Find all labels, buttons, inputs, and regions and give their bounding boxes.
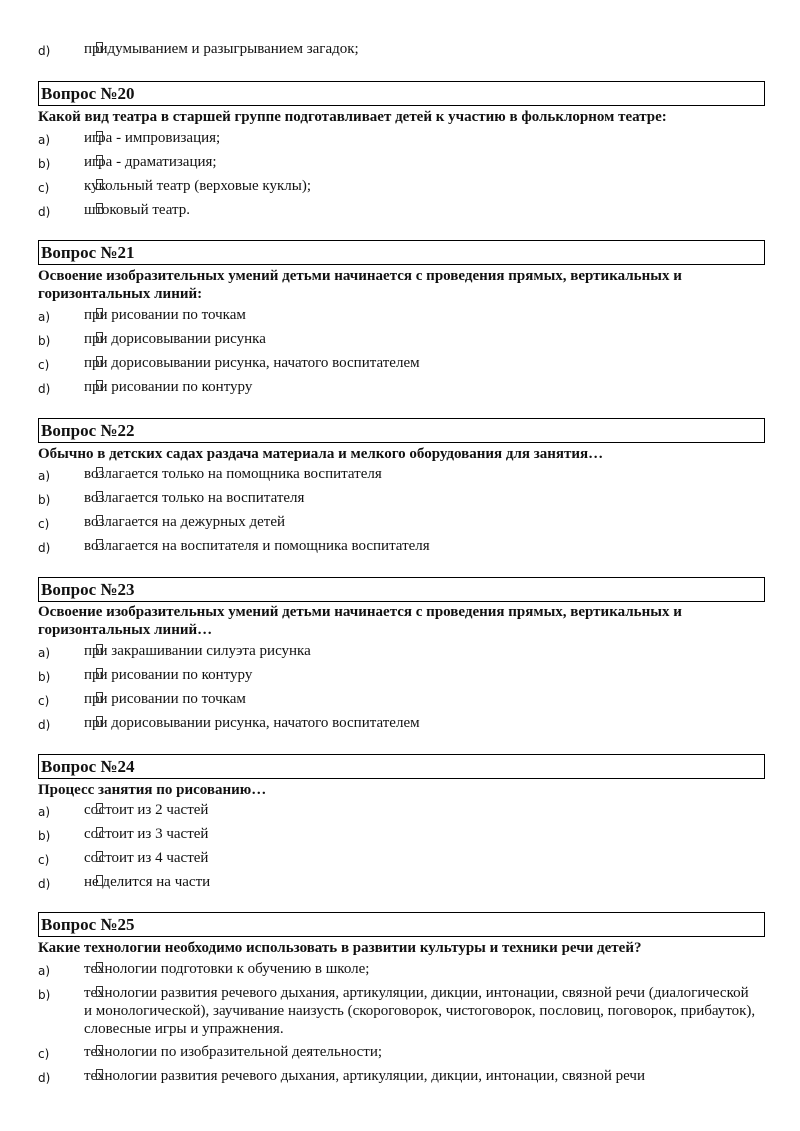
checkbox-icon bbox=[96, 716, 103, 727]
option-letter: a) bbox=[38, 964, 51, 978]
option-text: при рисовании по контуру bbox=[84, 379, 253, 395]
answer-option bbox=[38, 825, 758, 843]
answer-option bbox=[38, 642, 758, 660]
answer-option bbox=[38, 690, 758, 708]
option-text: состоит из 4 частей bbox=[84, 850, 209, 866]
option-letter: a) bbox=[38, 310, 51, 324]
option-text: при рисовании по точкам bbox=[84, 307, 246, 323]
option-text: состоит из 3 частей bbox=[84, 826, 209, 842]
question-header: Вопрос №23 bbox=[38, 577, 765, 602]
option-letter: d) bbox=[38, 877, 51, 891]
option-letter: c) bbox=[38, 853, 50, 867]
answer-option bbox=[38, 378, 758, 396]
checkbox-icon bbox=[96, 827, 103, 838]
checkbox-icon bbox=[96, 986, 103, 997]
option-text: технологии подготовки к обучению в школе; bbox=[84, 961, 370, 977]
checkbox-icon bbox=[96, 131, 103, 142]
checkbox-icon bbox=[96, 380, 103, 391]
question-text: Освоение изобразительных умений детьми начинается с проведения прямых, вертикальных и горизонтальных линий… bbox=[38, 604, 682, 638]
option-text: игра - драматизация; bbox=[84, 154, 217, 170]
checkbox-icon bbox=[96, 668, 103, 679]
answer-option bbox=[38, 306, 758, 324]
answer-option bbox=[38, 40, 758, 58]
question-header: Вопрос №22 bbox=[38, 418, 765, 443]
checkbox-icon bbox=[96, 1045, 103, 1056]
option-text: при дорисовывании рисунка, начатого воспитателем bbox=[84, 715, 420, 731]
option-text: технологии развития речевого дыхания, артикуляции, дикции, интонации, связной речи (диалогической и монологической), заучивание наизусть (скороговорок, чистоговорок, пословиц, поговорок, прибауток), словесные игры и упражнения. bbox=[84, 985, 756, 1037]
option-letter: c) bbox=[38, 181, 50, 195]
option-letter: d) bbox=[38, 718, 51, 732]
checkbox-icon bbox=[96, 42, 103, 53]
answer-option bbox=[38, 849, 758, 867]
option-letter: b) bbox=[38, 493, 51, 507]
option-text: состоит из 2 частей bbox=[84, 802, 209, 818]
checkbox-icon bbox=[96, 644, 103, 655]
checkbox-icon bbox=[96, 851, 103, 862]
answer-option bbox=[38, 714, 758, 732]
option-text: технологии по изобразительной деятельности; bbox=[84, 1044, 383, 1060]
option-text: придумыванием и разыгрыванием загадок; bbox=[84, 41, 359, 57]
option-letter: c) bbox=[38, 517, 50, 531]
answer-option bbox=[38, 873, 758, 891]
option-letter: b) bbox=[38, 988, 51, 1002]
question-text: Обычно в детских садах раздача материала и мелкого оборудования для занятия… bbox=[38, 446, 604, 462]
option-letter: b) bbox=[38, 334, 51, 348]
option-letter: b) bbox=[38, 670, 51, 684]
question-text: Процесс занятия по рисованию… bbox=[38, 782, 267, 798]
answer-option bbox=[38, 330, 758, 348]
option-letter: d) bbox=[38, 541, 51, 555]
option-text: при рисовании по контуру bbox=[84, 667, 253, 683]
option-text: кукольный театр (верховые куклы); bbox=[84, 178, 311, 194]
checkbox-icon bbox=[96, 332, 103, 343]
answer-option bbox=[38, 984, 758, 1038]
option-letter: a) bbox=[38, 805, 51, 819]
answer-option bbox=[38, 177, 758, 195]
checkbox-icon bbox=[96, 308, 103, 319]
option-letter: d) bbox=[38, 205, 51, 219]
option-text: игра - импровизация; bbox=[84, 130, 221, 146]
question-header: Вопрос №25 bbox=[38, 912, 765, 937]
option-letter: a) bbox=[38, 646, 51, 660]
checkbox-icon bbox=[96, 692, 103, 703]
option-letter: b) bbox=[38, 157, 51, 171]
checkbox-icon bbox=[96, 356, 103, 367]
option-text: штоковый театр. bbox=[84, 202, 191, 218]
option-letter: d) bbox=[38, 1071, 51, 1085]
option-text: при дорисовывании рисунка bbox=[84, 331, 266, 347]
question-header: Вопрос №20 bbox=[38, 81, 765, 106]
option-text: при рисовании по точкам bbox=[84, 691, 246, 707]
option-text: возлагается только на помощника воспитателя bbox=[84, 466, 382, 482]
option-text: не делится на части bbox=[84, 874, 211, 890]
answer-option bbox=[38, 465, 758, 483]
option-letter: a) bbox=[38, 133, 51, 147]
question-text: Какой вид театра в старшей группе подготавливает детей к участию в фольклорном театре: bbox=[38, 109, 667, 125]
checkbox-icon bbox=[96, 491, 103, 502]
checkbox-icon bbox=[96, 962, 103, 973]
answer-option bbox=[38, 489, 758, 507]
option-text: возлагается на дежурных детей bbox=[84, 514, 286, 530]
answer-option bbox=[38, 1043, 758, 1061]
answer-option bbox=[38, 666, 758, 684]
answer-option bbox=[38, 960, 758, 978]
checkbox-icon bbox=[96, 803, 103, 814]
answer-option bbox=[38, 354, 758, 372]
option-letter: d) bbox=[38, 44, 51, 58]
answer-option bbox=[38, 129, 758, 147]
option-letter: b) bbox=[38, 829, 51, 843]
option-letter: c) bbox=[38, 358, 50, 372]
checkbox-icon bbox=[96, 539, 103, 550]
answer-option bbox=[38, 1067, 758, 1085]
checkbox-icon bbox=[96, 155, 103, 166]
option-text: при закрашивании силуэта рисунка bbox=[84, 643, 311, 659]
option-letter: c) bbox=[38, 1047, 50, 1061]
question-header: Вопрос №21 bbox=[38, 240, 765, 265]
question-header: Вопрос №24 bbox=[38, 754, 765, 779]
checkbox-icon bbox=[96, 1069, 103, 1080]
checkbox-icon bbox=[96, 179, 103, 190]
question-text: Какие технологии необходимо использовать в развитии культуры и техники речи детей? bbox=[38, 940, 642, 956]
option-text: технологии развития речевого дыхания, артикуляции, дикции, интонации, связной речи bbox=[84, 1068, 645, 1084]
checkbox-icon bbox=[96, 203, 103, 214]
answer-option bbox=[38, 153, 758, 171]
answer-option bbox=[38, 537, 758, 555]
answer-option bbox=[38, 201, 758, 219]
answer-option bbox=[38, 513, 758, 531]
checkbox-icon bbox=[96, 875, 103, 886]
checkbox-icon bbox=[96, 467, 103, 478]
option-letter: a) bbox=[38, 469, 51, 483]
option-text: возлагается только на воспитателя bbox=[84, 490, 305, 506]
option-text: возлагается на воспитателя и помощника воспитателя bbox=[84, 538, 430, 554]
question-text: Освоение изобразительных умений детьми начинается с проведения прямых, вертикальных и горизонтальных линий: bbox=[38, 268, 682, 302]
option-letter: c) bbox=[38, 694, 50, 708]
answer-option bbox=[38, 801, 758, 819]
checkbox-icon bbox=[96, 515, 103, 526]
option-letter: d) bbox=[38, 382, 51, 396]
option-text: при дорисовывании рисунка, начатого воспитателем bbox=[84, 355, 420, 371]
